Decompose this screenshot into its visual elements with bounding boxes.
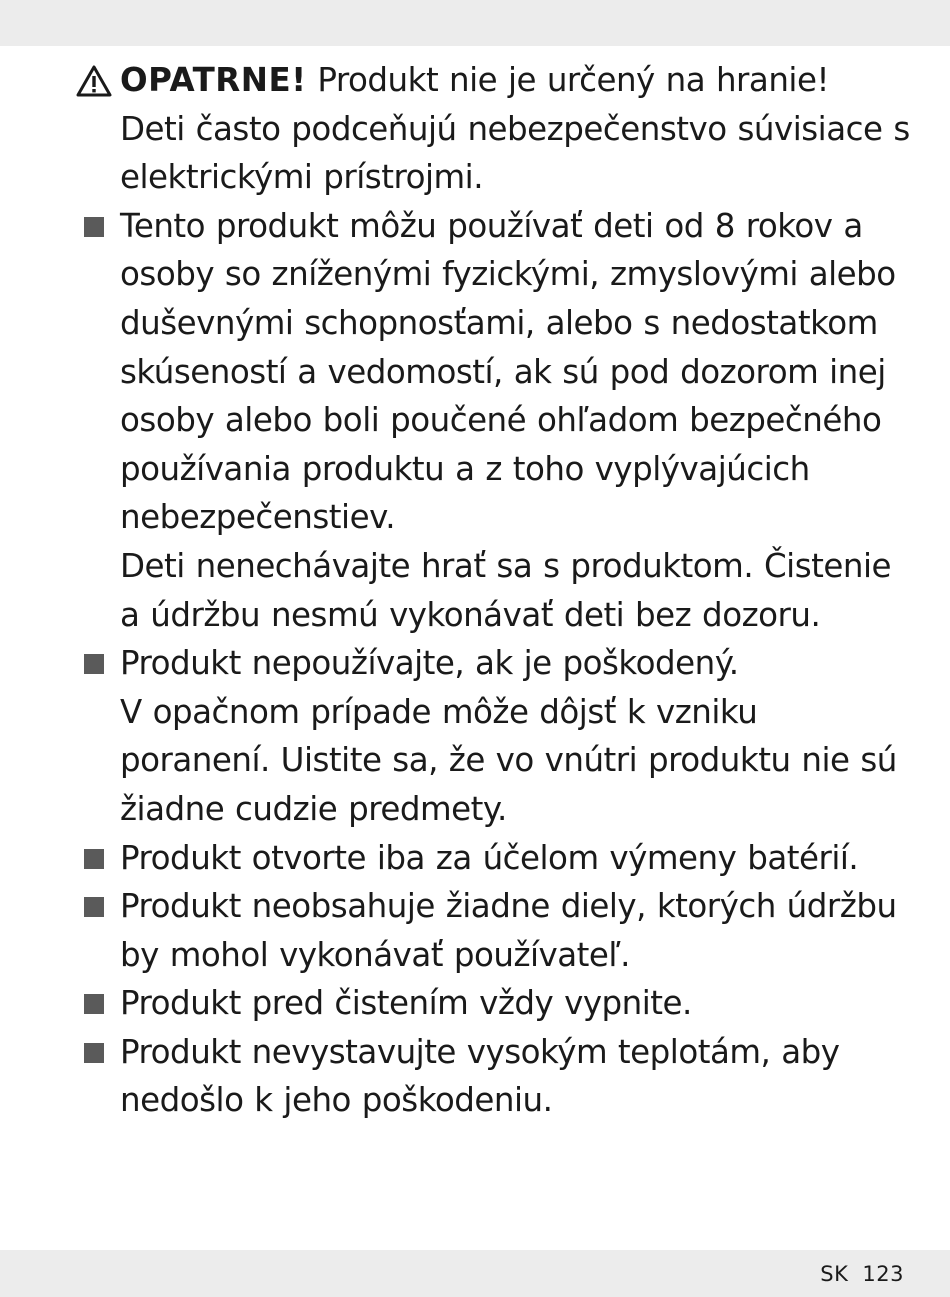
warning-first-line bbox=[120, 56, 916, 105]
item-paragraph: Produkt neobsahuje žiadne diely, ktorých údržbu by mohol vykonávať používateľ. bbox=[120, 887, 897, 974]
safety-instructions bbox=[76, 56, 916, 1125]
warning-triangle-icon bbox=[76, 65, 112, 97]
warning-block bbox=[76, 56, 916, 202]
item-paragraph: Produkt pred čistením vždy vypnite. bbox=[120, 984, 692, 1023]
square-bullet-icon bbox=[84, 849, 104, 869]
warning-text: Deti často podceňujú nebezpečenstvo súvisiace s elektrickými prístrojmi. bbox=[120, 109, 910, 197]
item-paragraph: Tento produkt môžu používať deti od 8 rokov a osoby so zníženými fyzickými, zmyslovými alebo duševnými schopnosťami, alebo s nedostatkom skúseností a vedomostí, ak sú pod dozorom inej osoby alebo boli poučené ohľadom bezpečného používania produktu a z toho vyplývajúcich nebezpečenstiev. bbox=[120, 206, 896, 537]
item-paragraph: V opačnom prípade môže dôjsť k vzniku poranení. Uistite sa, že vo vnútri produktu nie sú žiadne cudzie predmety. bbox=[120, 692, 897, 828]
square-bullet-icon bbox=[84, 1043, 104, 1063]
square-bullet-icon bbox=[84, 217, 104, 237]
list-item bbox=[76, 202, 916, 639]
item-paragraph: Deti nenechávajte hrať sa s produktom. Čistenie a údržbu nesmú vykonávať deti bez dozoru. bbox=[120, 546, 892, 634]
list-item bbox=[76, 639, 916, 833]
list-item bbox=[76, 1028, 916, 1125]
square-bullet-icon bbox=[84, 994, 104, 1014]
top-margin-bar bbox=[0, 0, 950, 46]
item-paragraph: Produkt nepoužívajte, ak je poškodený. bbox=[120, 644, 739, 683]
warning-lead-text: Produkt nie je určený na hranie! bbox=[306, 61, 829, 99]
square-bullet-icon bbox=[84, 897, 104, 917]
square-bullet-icon bbox=[84, 654, 104, 674]
warning-heading: OPATRNE! bbox=[120, 61, 307, 99]
item-paragraph: Produkt nevystavujte vysokým teplotám, aby nedošlo k jeho poškodeniu. bbox=[120, 1032, 840, 1120]
page-footer bbox=[820, 1262, 904, 1286]
item-paragraph: Produkt otvorte iba za účelom výmeny batérií. bbox=[120, 838, 859, 877]
list-item bbox=[76, 834, 916, 883]
list-item bbox=[76, 979, 916, 1028]
bottom-margin-bar bbox=[0, 1250, 950, 1297]
list-item bbox=[76, 882, 916, 979]
language-code: SK bbox=[820, 1262, 849, 1286]
page-number: 123 bbox=[862, 1262, 904, 1286]
